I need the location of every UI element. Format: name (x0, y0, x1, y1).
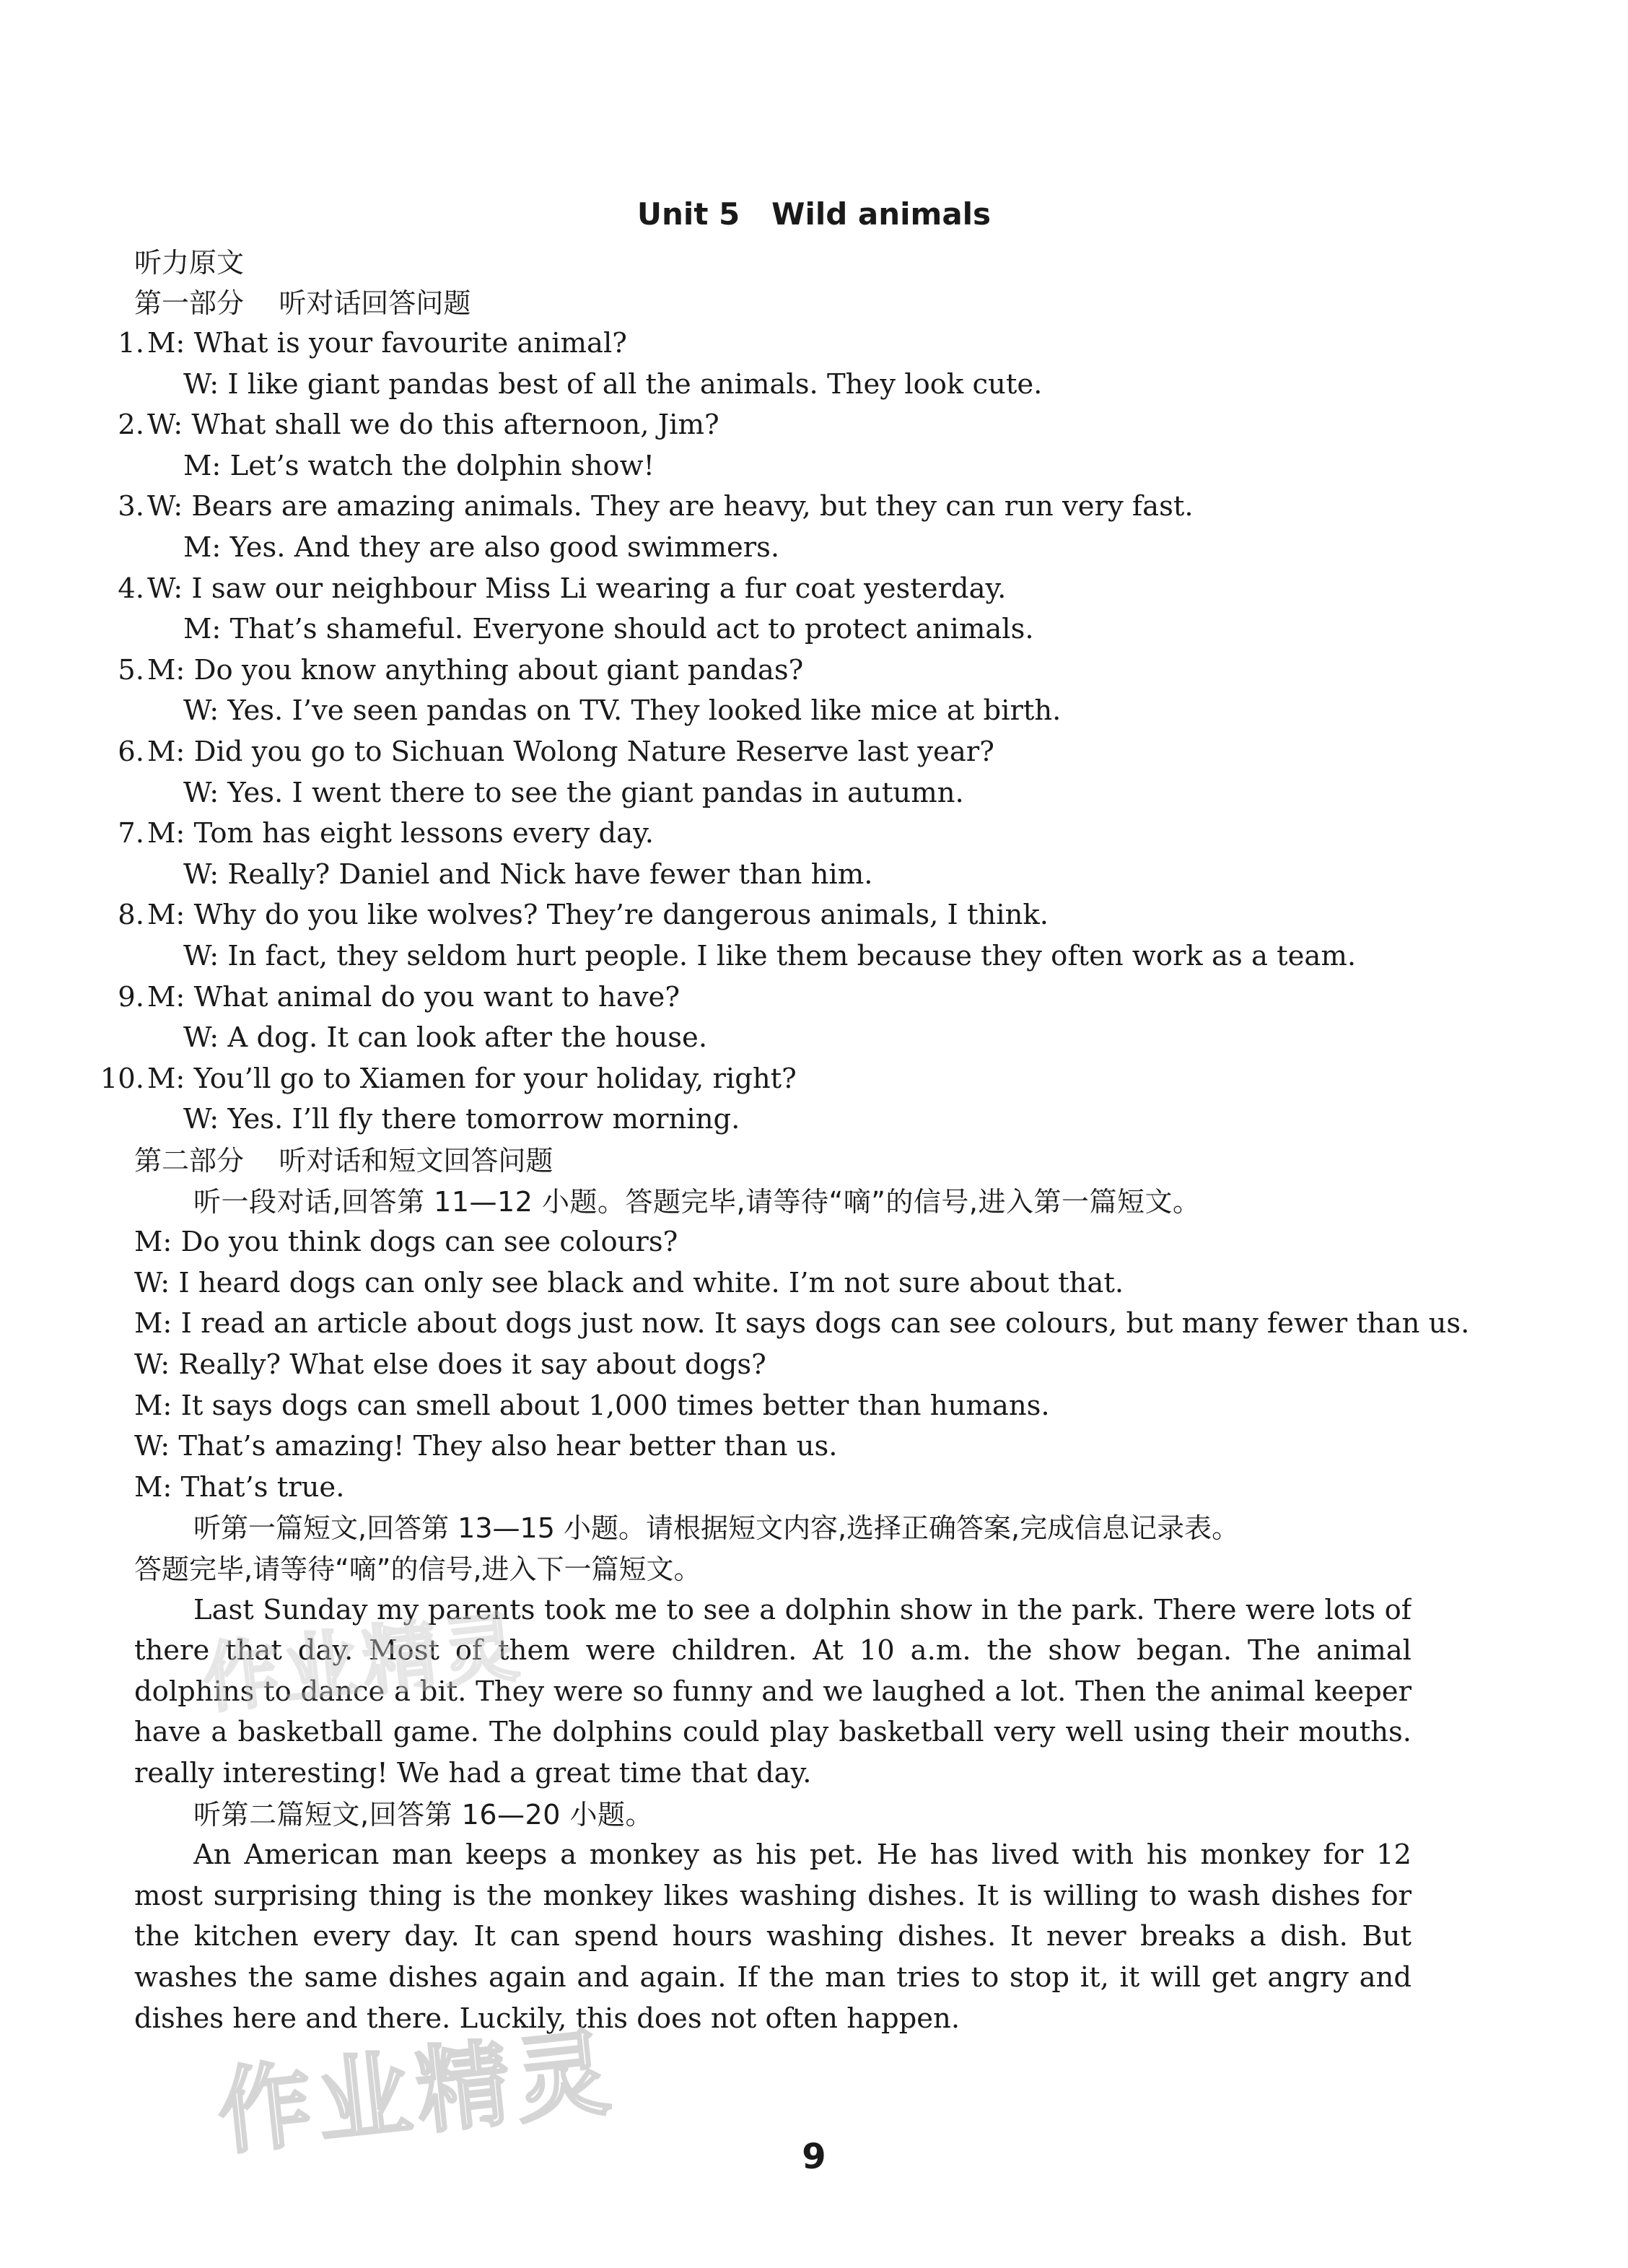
dialogue-text: M: You’ll go to Xiamen for your holiday, right? (147, 1063, 797, 1095)
section-header: 听力原文 (134, 247, 245, 279)
dialogue-line (94, 326, 1371, 361)
question-number: 6. (118, 736, 144, 768)
passage-line: most surprising thing is the monkey likes washing dishes. It is willing to wash dishes for (134, 1880, 1412, 1912)
dialogue-line: W: Really? Daniel and Nick have fewer than him. (183, 858, 873, 891)
instruction-line: 答题完毕,请等待“嘀”的信号,进入下一篇短文。 (134, 1553, 701, 1585)
dialogue-text: M: Tom has eight lessons every day. (147, 817, 655, 850)
conversation-line: W: That’s amazing! They also hear better than us. (134, 1430, 838, 1462)
dialogue-line: W: I like giant pandas best of all the animals. They look cute. (183, 368, 1043, 401)
conversation-line: M: That’s true. (134, 1471, 345, 1504)
dialogue-line (94, 408, 1371, 442)
watermark-logo: 作业精灵 (198, 1602, 528, 1724)
conversation-line: M: Do you think dogs can see colours? (134, 1226, 678, 1258)
dialogue-line: W: Yes. I’ll fly there tomorrow morning. (183, 1103, 740, 1135)
passage-line: have a basketball game. The dolphins could play basketball very well using their mouths. (134, 1716, 1412, 1748)
dialogue-line: W: In fact, they seldom hurt people. I like them because they often work as a team. (183, 940, 1357, 972)
dialogue-text: M: Did you go to Sichuan Wolong Nature Reserve last year? (147, 736, 994, 768)
conversation-line: M: It says dogs can smell about 1,000 times better than humans. (134, 1390, 1050, 1422)
dialogue-line (94, 735, 1371, 769)
question-number: 5. (118, 654, 144, 686)
part1-header: 第一部分 听对话回答问题 (134, 287, 471, 319)
instruction-3: 听第二篇短文,回答第 16—20 小题。 (193, 1799, 653, 1831)
dialogue-text: W: Bears are amazing animals. They are heavy, but they can run very fast. (147, 490, 1194, 523)
dialogue-line (94, 1062, 1371, 1096)
dialogue-text: M: Why do you like wolves? They’re dangerous animals, I think. (147, 899, 1049, 931)
conversation-line: M: I read an article about dogs just now. It says dogs can see colours, but many fewer than us. (134, 1307, 1470, 1340)
question-number: 1. (118, 327, 144, 359)
part2-header: 第二部分 听对话和短文回答问题 (134, 1145, 553, 1177)
dialogue-text: M: What is your favourite animal? (147, 327, 627, 359)
dialogue-line: W: Yes. I went there to see the giant pandas in autumn. (183, 777, 964, 809)
question-number: 4. (118, 572, 144, 605)
instruction-1: 听一段对话,回答第 11—12 小题。答题完毕,请等待“嘀”的信号,进入第一篇短文。 (193, 1186, 1201, 1218)
question-number: 2. (118, 409, 144, 441)
dialogue-line (94, 572, 1371, 606)
page-number: 9 (802, 2137, 826, 2177)
instruction-line: 听第一篇短文,回答第 13—15 小题。请根据短文内容,选择正确答案,完成信息记录表。 (193, 1512, 1240, 1544)
dialogue-line: M: Yes. And they are also good swimmers. (183, 531, 780, 564)
dialogue-text: W: I saw our neighbour Miss Li wearing a fur coat yesterday. (147, 572, 1007, 605)
dialogue-line: M: That’s shameful. Everyone should act to protect animals. (183, 613, 1034, 645)
passage-line: dishes here and there. Luckily, this does not often happen. (134, 2002, 960, 2035)
dialogue-line (94, 653, 1371, 688)
dialogue-line (94, 489, 1371, 524)
question-number: 10. (100, 1063, 144, 1095)
dialogue-line: W: Yes. I’ve seen pandas on TV. They looked like mice at birth. (183, 694, 1062, 727)
dialogue-line (94, 980, 1371, 1015)
page-title: Unit 5 Wild animals (636, 196, 992, 232)
passage-line: the kitchen every day. It can spend hours washing dishes. It never breaks a dish. But (134, 1920, 1412, 1953)
question-number: 7. (118, 817, 144, 850)
passage-line: dolphins to dance a bit. They were so funny and we laughed a lot. Then the animal keeper (134, 1675, 1412, 1708)
dialogue-line: W: A dog. It can look after the house. (183, 1021, 708, 1054)
passage-line: washes the same dishes again and again. If the man tries to stop it, it will get angry and (134, 1961, 1412, 1994)
dialogue-line (94, 898, 1371, 933)
question-number: 9. (118, 981, 144, 1013)
watermark-logo: 作业精灵 (212, 2017, 621, 2168)
passage-line: really interesting! We had a great time that day. (134, 1757, 812, 1789)
dialogue-text: M: What animal do you want to have? (147, 981, 680, 1013)
conversation-line: W: I heard dogs can only see black and white. I’m not sure about that. (134, 1267, 1124, 1299)
question-number: 8. (118, 899, 144, 931)
question-number: 3. (118, 490, 144, 523)
dialogue-text: M: Do you know anything about giant pandas? (147, 654, 804, 686)
dialogue-text: W: What shall we do this afternoon, Jim? (147, 409, 719, 441)
dialogue-line: M: Let’s watch the dolphin show! (183, 450, 655, 482)
passage-line: Last Sunday my parents took me to see a dolphin show in the park. There were lots of (193, 1594, 1412, 1626)
conversation-line: W: Really? What else does it say about dogs? (134, 1348, 766, 1381)
passage-line: there that day. Most of them were children. At 10 a.m. the show began. The animal (134, 1634, 1412, 1667)
dialogue-line (94, 816, 1371, 851)
passage-line: An American man keeps a monkey as his pet. He has lived with his monkey for 12 (193, 1839, 1412, 1871)
